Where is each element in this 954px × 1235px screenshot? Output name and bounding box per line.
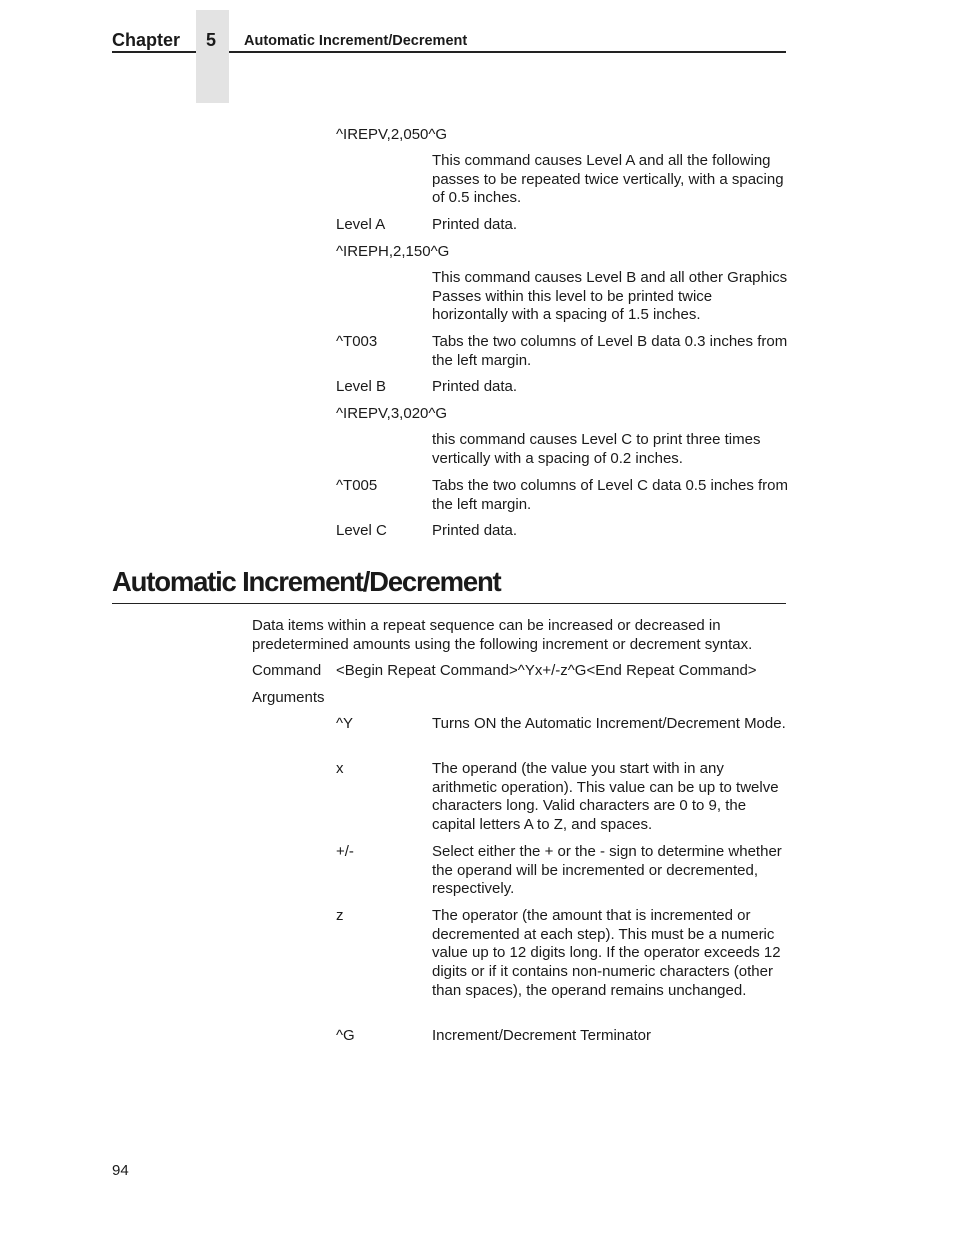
command-syntax: <Begin Repeat Command>^Yx+/-z^G<End Repeat Command> [336,662,757,679]
example-desc: This command causes Level A and all the following passes to be repeated twice vertically, with a spacing of 0.5 inches. [432,152,784,207]
example-desc: Printed data. [432,378,518,395]
section-title: Automatic Increment/Decrement [112,566,501,597]
argument-label: +/- [336,843,354,860]
chapter-label: Chapter [112,30,181,50]
example-desc: Tabs the two columns of Level C data 0.5 inches from the left margin. [432,477,789,513]
argument-desc: Increment/Decrement Terminator [432,1027,651,1044]
header-rule-left [112,51,196,53]
argument-desc: The operator (the amount that is incremented or decremented at each step). This must be a numeric value up to 12 digits long. If the operator exceeds 12 digits or if it contains non-numeric characters (other than spaces), the operand remains unchanged. [432,907,781,999]
chapter-number: 5 [205,30,216,50]
example-label: ^IREPH,2,150^G [336,243,450,260]
page-number: 94 [112,1162,129,1179]
section-intro: Data items within a repeat sequence can be increased or decreased in predetermined amounts using the following increment or decrement syntax. [252,617,753,653]
example-label: ^IREPV,2,050^G [336,126,448,143]
example-desc: Tabs the two columns of Level B data 0.3 inches from the left margin. [432,333,788,369]
argument-desc: Select either the + or the - sign to determine whether the operand will be incremented or decremented, respectively. [432,843,782,898]
example-desc: Printed data. [432,522,518,539]
example-desc: Printed data. [432,216,518,233]
arguments-label: Arguments [252,689,325,706]
example-label: Level C [336,522,387,539]
example-label: ^T003 [336,333,378,350]
command-label: Command [252,662,322,679]
example-label: Level B [336,378,387,395]
argument-label: ^Y [336,715,354,732]
example-label: ^IREPV,3,020^G [336,405,448,422]
section-rule [112,603,786,604]
example-label: ^T005 [336,477,378,494]
argument-desc: The operand (the value you start with in any arithmetic operation). This value can be up to twelve characters long. Valid characters are 0 to 9, the capital letters A to Z, and spaces. [432,760,779,834]
argument-desc: Turns ON the Automatic Increment/Decrement Mode. [432,715,786,732]
example-desc: This command causes Level B and all other Graphics Passes within this level to be printed twice horizontally with a spacing of 1.5 inches. [432,269,788,324]
running-header-title: Automatic Increment/Decrement [244,33,468,49]
argument-label: z [336,907,344,924]
argument-label: ^G [336,1027,355,1044]
header-rule-right [229,51,786,53]
example-label: Level A [336,216,386,233]
argument-label: x [336,760,344,777]
chapter-tab [196,10,229,103]
example-desc: this command causes Level C to print three times vertically with a spacing of 0.2 inches. [432,431,761,467]
